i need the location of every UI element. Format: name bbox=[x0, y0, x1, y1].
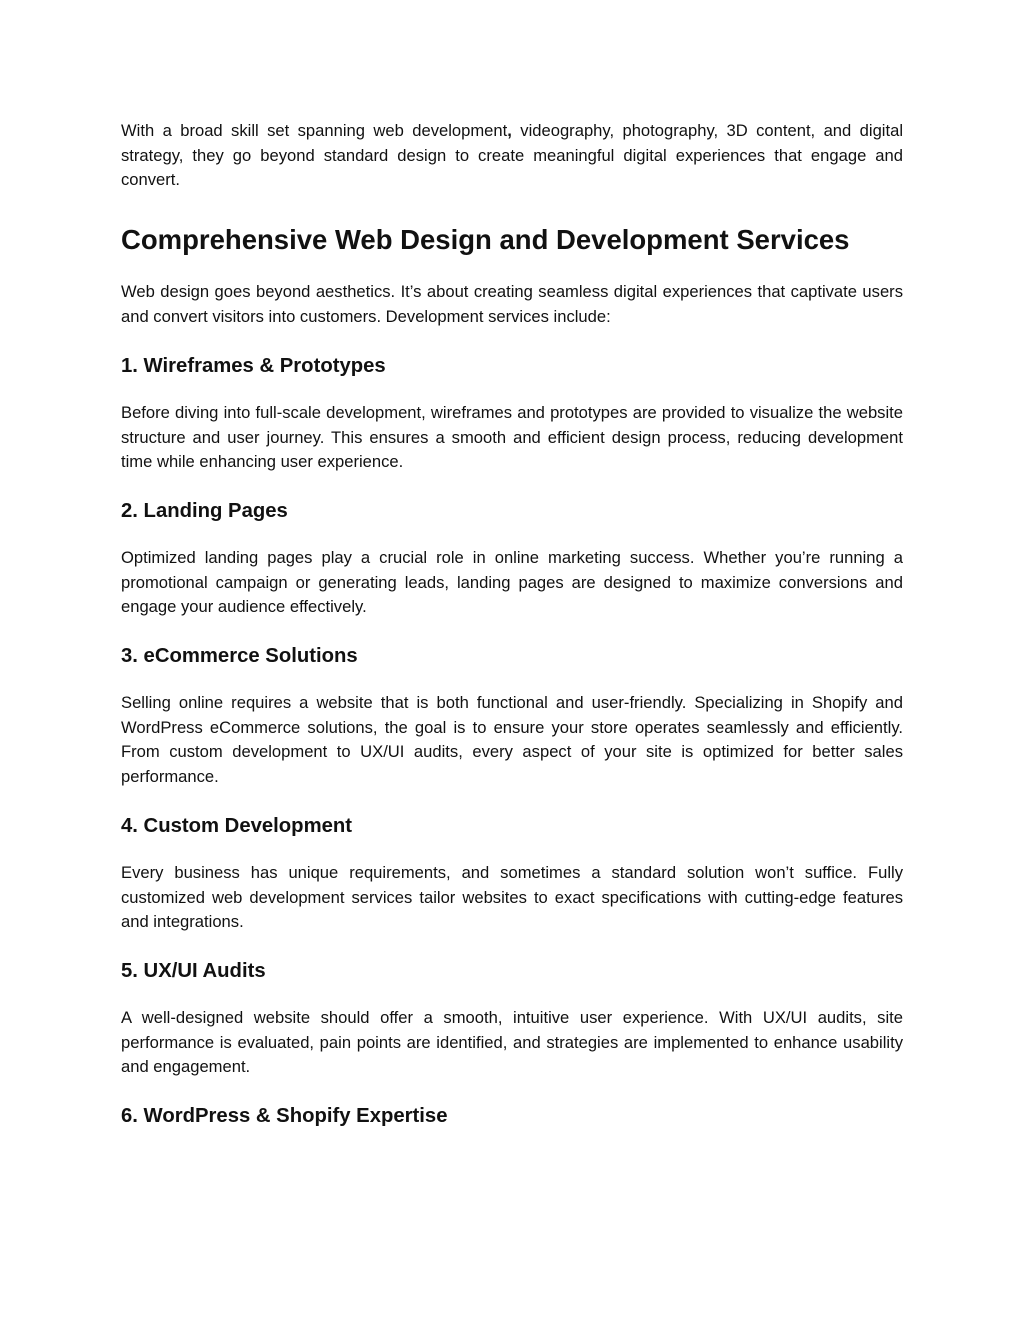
section-body-wireframes: Before diving into full-scale development, wireframes and prototypes are provided to visualize the website structure and user journey. This ensures a smooth and efficient design process, reducing development time while enhancing user experience. bbox=[121, 403, 903, 471]
intro-text-before: With a broad skill set spanning web development bbox=[121, 121, 508, 140]
section-heading-landing-pages: 2. Landing Pages bbox=[121, 500, 288, 522]
main-paragraph: Web design goes beyond aesthetics. It’s about creating seamless digital experiences that captivate users and convert visitors into customers. Development services include: bbox=[121, 282, 903, 326]
section-heading-ecommerce: 3. eCommerce Solutions bbox=[121, 645, 358, 667]
section-heading-wireframes: 1. Wireframes & Prototypes bbox=[121, 355, 386, 377]
intro-paragraph bbox=[121, 119, 903, 193]
main-heading: Comprehensive Web Design and Development Services bbox=[121, 224, 850, 255]
section-body-custom-development: Every business has unique requirements, and sometimes a standard solution won’t suffice. Fully customized web development services tailor websites to exact specifications with cutting-edge features and integrations. bbox=[121, 863, 903, 931]
section-body-ecommerce: Selling online requires a website that is both functional and user-friendly. Specializing in Shopify and WordPress eCommerce solutions, the goal is to ensure your store operates seamlessly and efficiently. From custom development to UX/UI audits, every aspect of your site is optimized for better sales performance. bbox=[121, 693, 903, 786]
section-heading-custom-development: 4. Custom Development bbox=[121, 815, 353, 837]
section-heading-wordpress-shopify: 6. WordPress & Shopify Expertise bbox=[121, 1105, 448, 1127]
intro-text-after: videography, photography, 3D content, and digital strategy, they go beyond standard design to create meaningful digital experiences that engage and convert. bbox=[121, 121, 904, 189]
intro-bold-comma: , bbox=[507, 121, 512, 140]
section-body-ux-ui-audits: A well-designed website should offer a smooth, intuitive user experience. With UX/UI audits, site performance is evaluated, pain points are identified, and strategies are implemented to enhance usability and engagement. bbox=[121, 1008, 903, 1076]
section-heading-ux-ui-audits: 5. UX/UI Audits bbox=[121, 960, 266, 982]
section-body-landing-pages: Optimized landing pages play a crucial role in online marketing success. Whether you’re running a promotional campaign or generating leads, landing pages are designed to maximize conversions and engage your audience effectively. bbox=[121, 548, 903, 616]
